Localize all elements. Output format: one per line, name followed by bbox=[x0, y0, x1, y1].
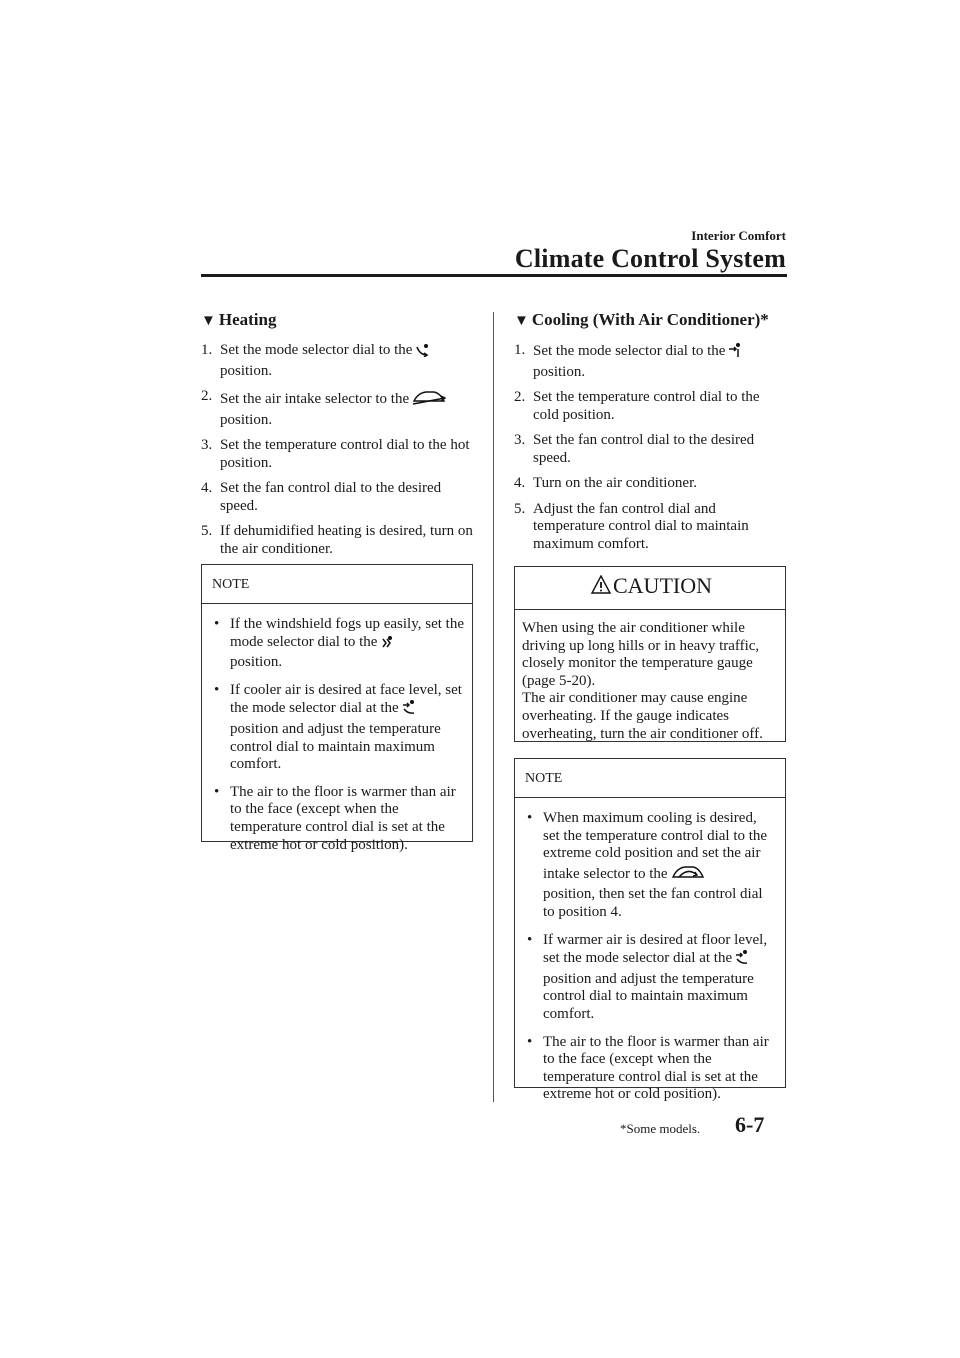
caution-box bbox=[514, 566, 786, 742]
caution-text-1: When using the air conditioner while driving up long hills or in heavy traffic, closely monitor the temperature gauge (page 5-20). bbox=[522, 620, 760, 689]
triangle-icon: ▼ bbox=[201, 313, 216, 329]
column-divider bbox=[493, 312, 494, 1102]
list-item: • If the windshield fogs up easily, set the mode selector dial to the position. bbox=[214, 616, 464, 671]
heating-note-box bbox=[201, 564, 473, 853]
list-item: • The air to the floor is warmer than air to the face (except when the temperature control dial is set at the extreme hot or cold position). bbox=[214, 783, 456, 853]
heating-steps bbox=[201, 342, 473, 558]
list-item: 2. Set the air intake selector to the position. bbox=[201, 388, 473, 429]
list-item: • If warmer air is desired at floor level, set the mode selector dial at the position and adjust the temperature control dial to maintain maximum comfort. bbox=[527, 931, 768, 1022]
cooling-steps bbox=[514, 342, 786, 553]
list-item: 1. Set the mode selector dial to the position. bbox=[201, 342, 473, 380]
list-item: • The air to the floor is warmer than air to the face (except when the temperature control dial is set at the extreme hot or cold position). bbox=[527, 1033, 769, 1103]
floor-defrost-icon bbox=[380, 635, 394, 655]
heating-note-list bbox=[212, 616, 464, 854]
header-rule bbox=[201, 274, 787, 277]
note-label: NOTE bbox=[202, 565, 472, 604]
list-item: 3. Set the fan control dial to the desired speed. bbox=[514, 432, 755, 466]
cooling-note-list bbox=[525, 810, 777, 1104]
section-label: Interior Comfort bbox=[691, 228, 786, 243]
list-item: 3. Set the temperature control dial to the hot position. bbox=[201, 437, 470, 471]
outside-air-icon bbox=[412, 388, 446, 412]
list-item: 4. Set the fan control dial to the desired speed. bbox=[201, 480, 442, 514]
warning-icon bbox=[591, 575, 611, 601]
list-item: • If cooler air is desired at face level, set the mode selector dial at the position and adjust the temperature control dial to maintain maximum comfort. bbox=[214, 681, 462, 773]
cooling-note-box bbox=[514, 758, 786, 1103]
page-number: 6-7 bbox=[735, 1112, 765, 1137]
page-title: Climate Control System bbox=[514, 244, 786, 273]
bi-level-icon bbox=[735, 949, 749, 971]
list-item: 4. Turn on the air conditioner. bbox=[514, 475, 698, 491]
triangle-icon: ▼ bbox=[514, 313, 529, 329]
floor-vent-icon bbox=[415, 343, 429, 363]
heating-heading: ▼ Heating bbox=[201, 310, 277, 329]
list-item: 5. If dehumidified heating is desired, turn on the air conditioner. bbox=[201, 523, 473, 557]
list-item: 5. Adjust the fan control dial and temperature control dial to maintain maximum comfort. bbox=[514, 500, 749, 552]
list-item: 2. Set the temperature control dial to the cold position. bbox=[514, 389, 760, 423]
bi-level-icon bbox=[402, 699, 416, 721]
note-label: NOTE bbox=[515, 759, 785, 798]
face-vent-icon bbox=[728, 342, 742, 364]
cooling-section bbox=[514, 310, 786, 561]
caution-heading: CAUTION bbox=[515, 567, 785, 610]
cooling-heading: ▼ Cooling (With Air Conditioner)* bbox=[514, 310, 769, 329]
footnote: *Some models. bbox=[620, 1121, 701, 1136]
heating-section bbox=[201, 310, 473, 566]
list-item: 1. Set the mode selector dial to the position. bbox=[514, 342, 786, 381]
caution-text-2: The air conditioner may cause engine overheating. If the gauge indicates overheating, turn the air conditioner off. bbox=[522, 690, 763, 742]
recirculate-icon bbox=[671, 863, 705, 887]
list-item: • When maximum cooling is desired, set the temperature control dial to the extreme cold position and set the air intake selector to the position, then set the fan control dial to position 4. bbox=[527, 810, 768, 920]
